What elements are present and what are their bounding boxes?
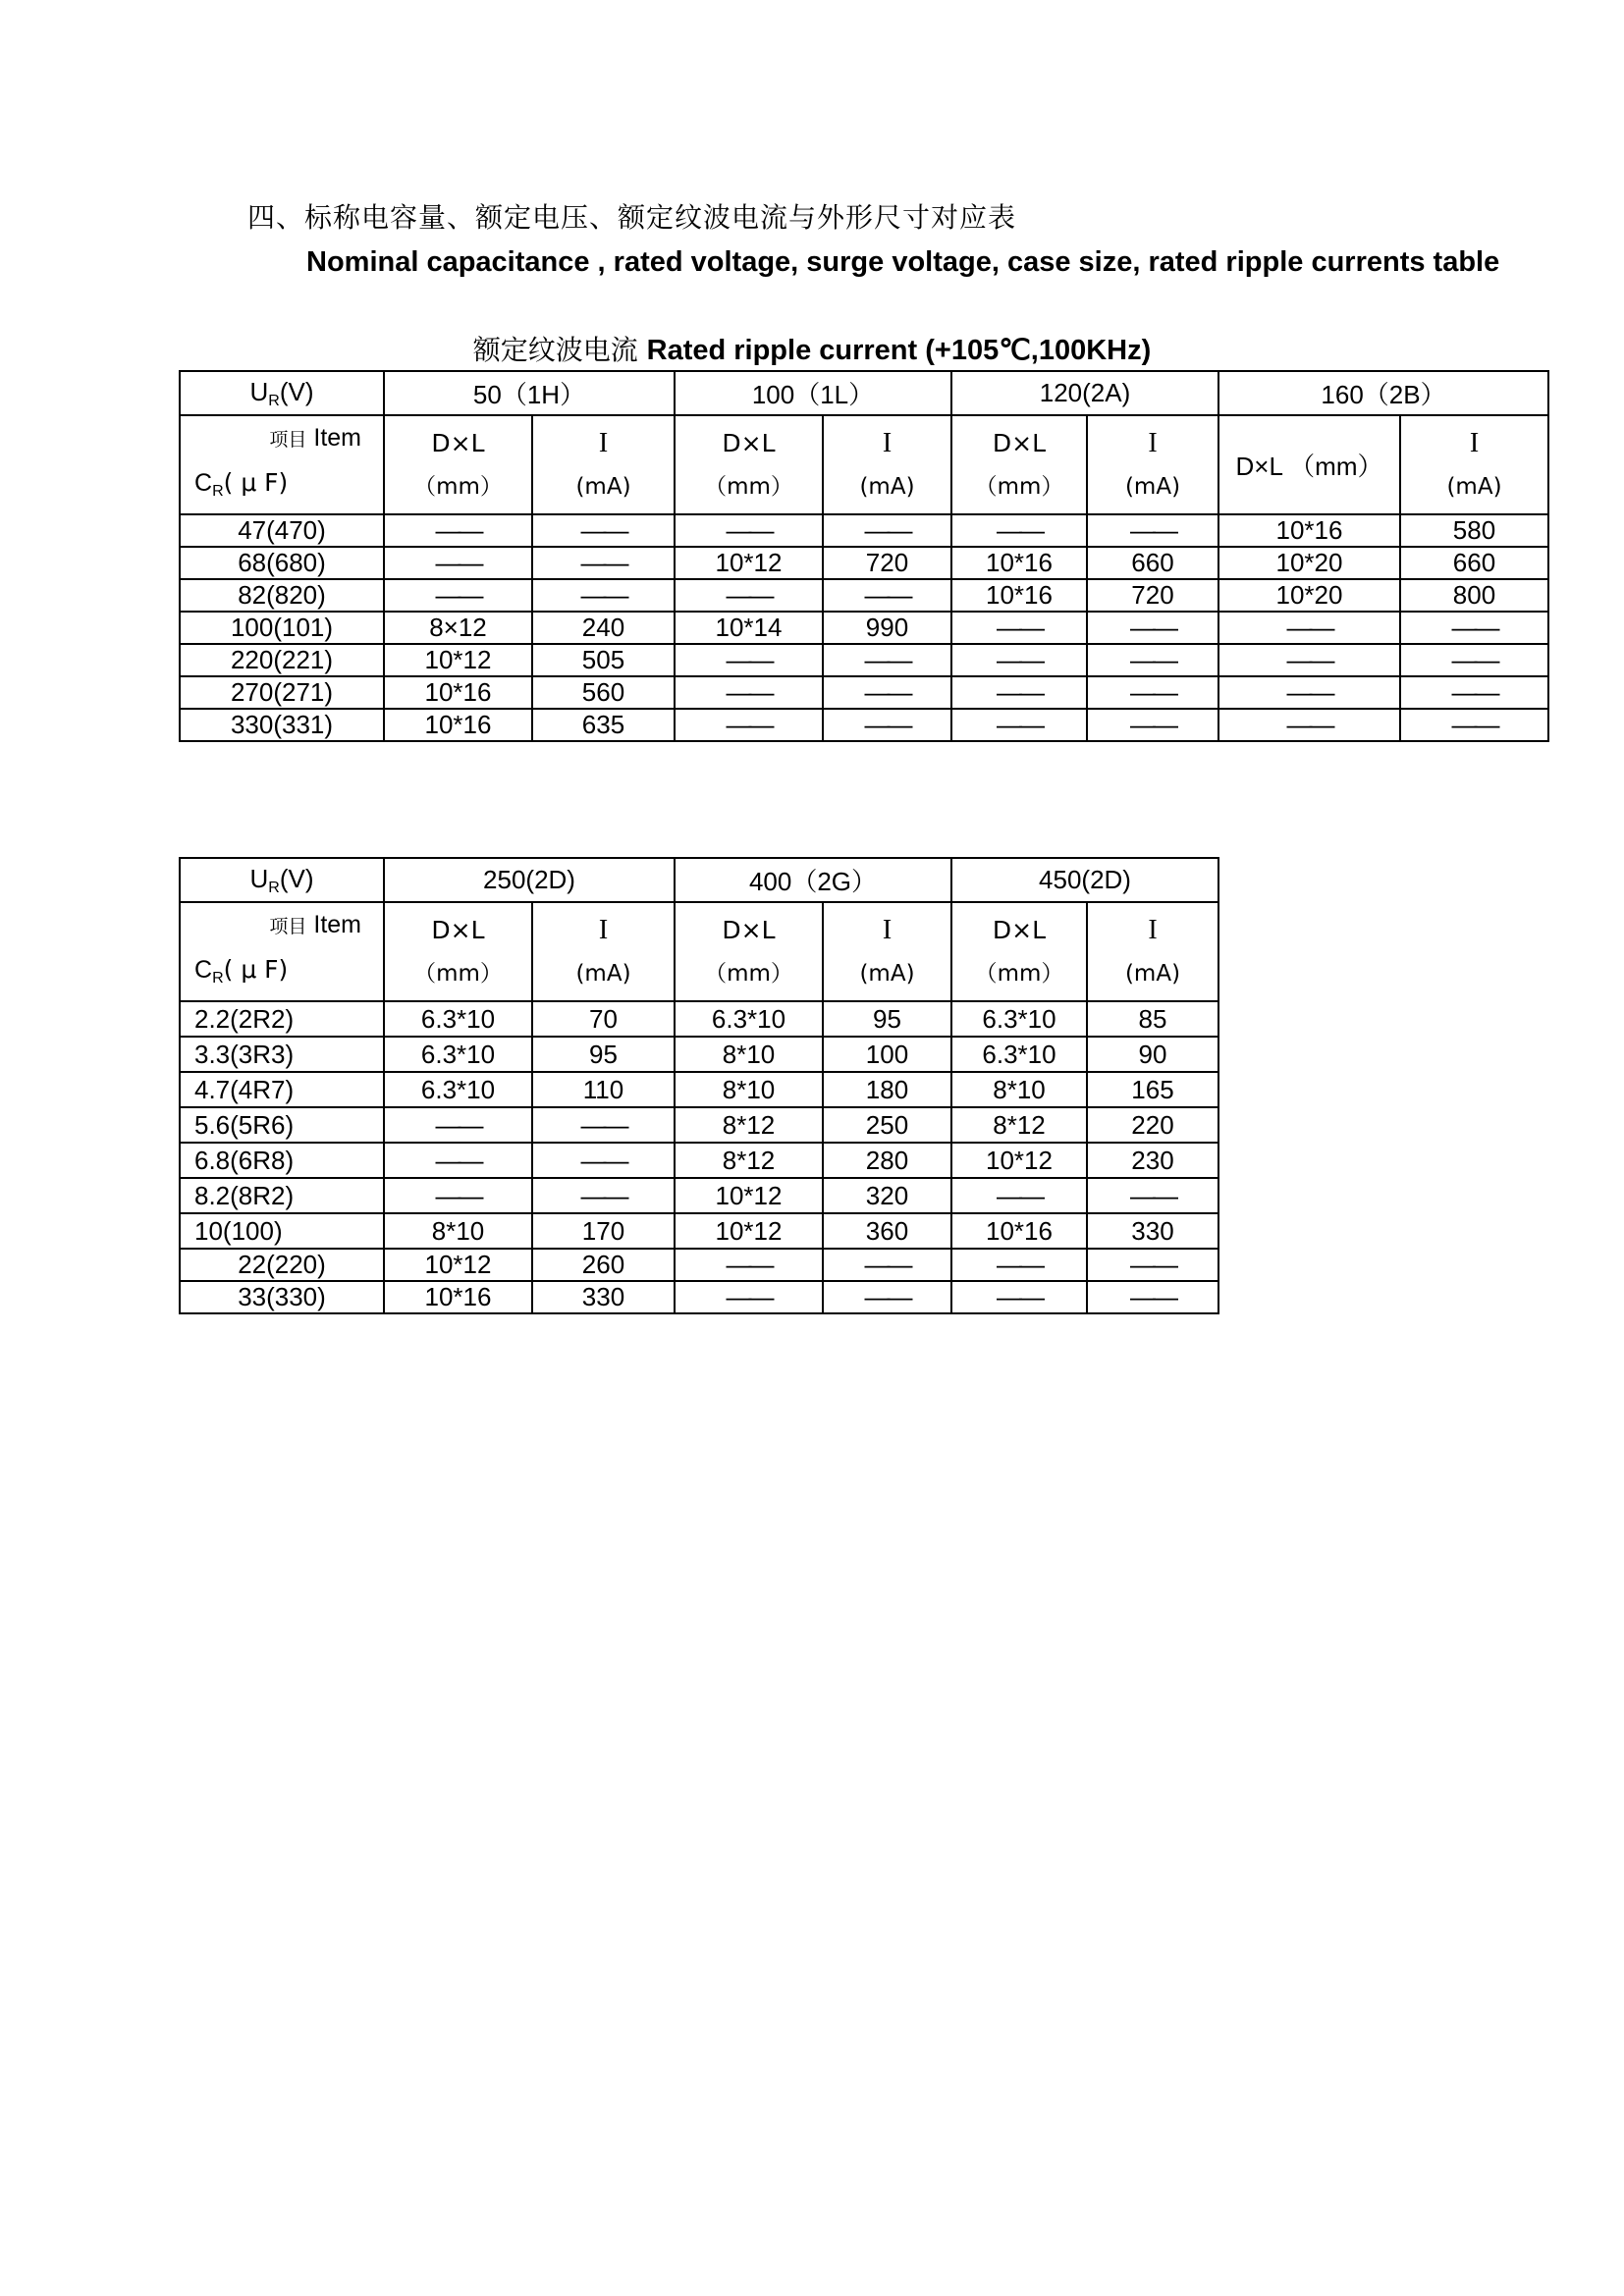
- capacitance-cell: 220(221): [180, 644, 384, 676]
- current-header: I (mA): [823, 415, 951, 514]
- ripple-current-cell: 720: [823, 547, 951, 579]
- item-header: 项目 Item $C_R$( μ F): [180, 902, 384, 1001]
- voltage-header: 450(2D): [951, 858, 1218, 902]
- voltage-header: 100（1L）: [675, 371, 951, 415]
- ripple-current-cell: ——: [532, 1143, 675, 1178]
- size-cell: ——: [384, 514, 532, 547]
- ripple-current-cell: 280: [823, 1143, 951, 1178]
- ripple-current-cell: ——: [823, 1249, 951, 1281]
- size-cell: 8×12: [384, 612, 532, 644]
- dxl-header: D×L （mm）: [675, 902, 823, 1001]
- capacitance-cell: 270(271): [180, 676, 384, 709]
- size-cell: 6.3*10: [951, 1037, 1087, 1072]
- size-cell: ——: [951, 1281, 1087, 1313]
- capacitance-cell: 22(220): [180, 1249, 384, 1281]
- table-row: [180, 514, 1548, 547]
- ripple-current-cell: ——: [823, 676, 951, 709]
- table-row: [180, 547, 1548, 579]
- capacitance-cell: 8.2(8R2): [180, 1178, 384, 1213]
- size-cell: ——: [675, 644, 823, 676]
- table-caption: [0, 329, 1624, 368]
- capacitance-cell: 68(680): [180, 547, 384, 579]
- size-cell: ——: [384, 1178, 532, 1213]
- size-cell: ——: [951, 644, 1087, 676]
- size-cell: 8*12: [675, 1107, 823, 1143]
- size-cell: 8*12: [951, 1107, 1087, 1143]
- table-row: [180, 1001, 1218, 1037]
- table-row: [180, 579, 1548, 612]
- caption-cn: 额定纹波电流: [472, 334, 647, 366]
- ripple-table-low-voltage: [179, 370, 1549, 742]
- item-header: 项目 Item $C_R$( μ F): [180, 415, 384, 514]
- size-cell: 8*10: [384, 1213, 532, 1249]
- current-header: I (mA): [532, 902, 675, 1001]
- size-cell: 8*10: [951, 1072, 1087, 1107]
- size-cell: ——: [951, 709, 1087, 741]
- current-header: I (mA): [1400, 415, 1548, 514]
- size-cell: 10*14: [675, 612, 823, 644]
- table-row: [180, 1249, 1218, 1281]
- size-cell: 8*10: [675, 1072, 823, 1107]
- ur-header: $U_R(V)$: [180, 371, 384, 415]
- size-cell: 10*12: [384, 1249, 532, 1281]
- ripple-current-cell: ——: [532, 1178, 675, 1213]
- ripple-current-cell: 250: [823, 1107, 951, 1143]
- column-header-row: [180, 902, 1218, 1001]
- size-cell: ——: [951, 514, 1087, 547]
- size-cell: ——: [1218, 612, 1400, 644]
- size-cell: ——: [675, 514, 823, 547]
- size-cell: ——: [951, 676, 1087, 709]
- size-cell: 10*16: [384, 676, 532, 709]
- size-cell: 8*12: [675, 1143, 823, 1178]
- ripple-current-cell: ——: [1087, 1178, 1218, 1213]
- size-cell: 10*16: [951, 547, 1087, 579]
- size-cell: 10*16: [384, 709, 532, 741]
- size-cell: ——: [951, 612, 1087, 644]
- ripple-current-cell: ——: [1087, 676, 1218, 709]
- dxl-header: D×L （mm）: [384, 902, 532, 1001]
- size-cell: 10*12: [675, 1213, 823, 1249]
- ripple-current-cell: 720: [1087, 579, 1218, 612]
- ripple-current-cell: ——: [823, 709, 951, 741]
- ripple-current-cell: 170: [532, 1213, 675, 1249]
- ripple-current-cell: 95: [823, 1001, 951, 1037]
- caption-en: Rated ripple current (+105℃,100KHz): [646, 335, 1152, 366]
- size-cell: 6.3*10: [384, 1001, 532, 1037]
- ripple-current-cell: 240: [532, 612, 675, 644]
- size-cell: 8*10: [675, 1037, 823, 1072]
- ripple-current-cell: 560: [532, 676, 675, 709]
- size-cell: ——: [1218, 676, 1400, 709]
- size-cell: 10*16: [384, 1281, 532, 1313]
- size-cell: ——: [384, 1107, 532, 1143]
- capacitance-cell: 100(101): [180, 612, 384, 644]
- ripple-current-cell: ——: [1400, 644, 1548, 676]
- ripple-current-cell: ——: [532, 547, 675, 579]
- size-cell: 10*12: [675, 1178, 823, 1213]
- column-header-row: [180, 415, 1548, 514]
- ripple-current-cell: ——: [823, 1281, 951, 1313]
- size-cell: 10*12: [384, 644, 532, 676]
- ripple-current-cell: 230: [1087, 1143, 1218, 1178]
- ripple-current-cell: 110: [532, 1072, 675, 1107]
- size-cell: 6.3*10: [675, 1001, 823, 1037]
- ripple-current-cell: 800: [1400, 579, 1548, 612]
- current-header: I (mA): [1087, 902, 1218, 1001]
- voltage-header: 250(2D): [384, 858, 675, 902]
- ripple-current-cell: ——: [823, 644, 951, 676]
- ripple-current-cell: ——: [1087, 612, 1218, 644]
- table-row: [180, 1072, 1218, 1107]
- table-row: [180, 1107, 1218, 1143]
- ripple-table-high-voltage: [179, 857, 1219, 1314]
- ripple-current-cell: ——: [1400, 612, 1548, 644]
- size-cell: ——: [675, 579, 823, 612]
- voltage-header: 160（2B）: [1218, 371, 1548, 415]
- capacitance-cell: 2.2(2R2): [180, 1001, 384, 1037]
- size-cell: 10*16: [951, 579, 1087, 612]
- size-cell: 10*16: [1218, 514, 1400, 547]
- table-row: [180, 1143, 1218, 1178]
- capacitance-cell: 330(331): [180, 709, 384, 741]
- capacitance-cell: 33(330): [180, 1281, 384, 1313]
- voltage-header: 400（2G）: [675, 858, 951, 902]
- ripple-current-cell: ——: [532, 579, 675, 612]
- current-header: I (mA): [532, 415, 675, 514]
- ripple-current-cell: 85: [1087, 1001, 1218, 1037]
- table-row: [180, 1037, 1218, 1072]
- ripple-current-cell: 660: [1400, 547, 1548, 579]
- size-cell: ——: [675, 1249, 823, 1281]
- voltage-header: 120(2A): [951, 371, 1218, 415]
- ripple-current-cell: 95: [532, 1037, 675, 1072]
- voltage-header-row: [180, 858, 1218, 902]
- current-header: I (mA): [823, 902, 951, 1001]
- table-row: [180, 709, 1548, 741]
- size-cell: ——: [384, 579, 532, 612]
- ripple-current-cell: 330: [532, 1281, 675, 1313]
- ripple-current-cell: 360: [823, 1213, 951, 1249]
- ripple-current-cell: 165: [1087, 1072, 1218, 1107]
- ripple-current-cell: ——: [823, 579, 951, 612]
- ur-header: $U_R(V)$: [180, 858, 384, 902]
- ripple-current-cell: 100: [823, 1037, 951, 1072]
- ripple-current-cell: ——: [1400, 676, 1548, 709]
- capacitance-cell: 5.6(5R6): [180, 1107, 384, 1143]
- ripple-current-cell: ——: [1400, 709, 1548, 741]
- size-cell: ——: [384, 1143, 532, 1178]
- table-row: [180, 1281, 1218, 1313]
- ripple-current-cell: 180: [823, 1072, 951, 1107]
- section-heading: 四、标称电容量、额定电压、额定纹波电流与外形尺寸对应表: [247, 201, 1017, 234]
- ripple-current-cell: 220: [1087, 1107, 1218, 1143]
- ripple-current-cell: ——: [532, 514, 675, 547]
- ripple-current-cell: 90: [1087, 1037, 1218, 1072]
- size-cell: 10*12: [675, 547, 823, 579]
- size-cell: 6.3*10: [951, 1001, 1087, 1037]
- capacitance-cell: 4.7(4R7): [180, 1072, 384, 1107]
- size-cell: ——: [951, 1178, 1087, 1213]
- dxl-header: D×L （mm）: [384, 415, 532, 514]
- ripple-current-cell: ——: [532, 1107, 675, 1143]
- size-cell: ——: [1218, 709, 1400, 741]
- size-cell: ——: [1218, 644, 1400, 676]
- size-cell: 6.3*10: [384, 1072, 532, 1107]
- ripple-current-cell: 320: [823, 1178, 951, 1213]
- voltage-header: 50（1H）: [384, 371, 675, 415]
- current-header: I (mA): [1087, 415, 1218, 514]
- ripple-current-cell: 330: [1087, 1213, 1218, 1249]
- table-row: [180, 1213, 1218, 1249]
- english-subtitle: Nominal capacitance , rated voltage, surge voltage, case size, rated ripple currents table: [306, 246, 1500, 278]
- voltage-header-row: [180, 371, 1548, 415]
- dxl-header: D×L （mm）: [951, 902, 1087, 1001]
- size-cell: 10*20: [1218, 579, 1400, 612]
- size-cell: ——: [675, 676, 823, 709]
- ripple-current-cell: ——: [1087, 1249, 1218, 1281]
- table-row: [180, 644, 1548, 676]
- capacitance-cell: 47(470): [180, 514, 384, 547]
- table-row: [180, 1178, 1218, 1213]
- capacitance-cell: 6.8(6R8): [180, 1143, 384, 1178]
- size-cell: ——: [951, 1249, 1087, 1281]
- size-cell: ——: [384, 547, 532, 579]
- ripple-current-cell: ——: [1087, 709, 1218, 741]
- dxl-header: D×L （mm）: [1218, 415, 1400, 514]
- size-cell: ——: [675, 709, 823, 741]
- ripple-current-cell: 505: [532, 644, 675, 676]
- size-cell: 6.3*10: [384, 1037, 532, 1072]
- ripple-current-cell: 580: [1400, 514, 1548, 547]
- size-cell: 10*20: [1218, 547, 1400, 579]
- dxl-header: D×L （mm）: [951, 415, 1087, 514]
- ripple-current-cell: 70: [532, 1001, 675, 1037]
- size-cell: ——: [675, 1281, 823, 1313]
- ripple-current-cell: ——: [1087, 644, 1218, 676]
- table-row: [180, 676, 1548, 709]
- size-cell: 10*16: [951, 1213, 1087, 1249]
- size-cell: 10*12: [951, 1143, 1087, 1178]
- ripple-current-cell: 990: [823, 612, 951, 644]
- ripple-current-cell: 635: [532, 709, 675, 741]
- dxl-header: D×L （mm）: [675, 415, 823, 514]
- ripple-current-cell: ——: [1087, 1281, 1218, 1313]
- ripple-current-cell: ——: [823, 514, 951, 547]
- table-row: [180, 612, 1548, 644]
- capacitance-cell: 82(820): [180, 579, 384, 612]
- capacitance-cell: 3.3(3R3): [180, 1037, 384, 1072]
- capacitance-cell: 10(100): [180, 1213, 384, 1249]
- ripple-current-cell: ——: [1087, 514, 1218, 547]
- ripple-current-cell: 660: [1087, 547, 1218, 579]
- ripple-current-cell: 260: [532, 1249, 675, 1281]
